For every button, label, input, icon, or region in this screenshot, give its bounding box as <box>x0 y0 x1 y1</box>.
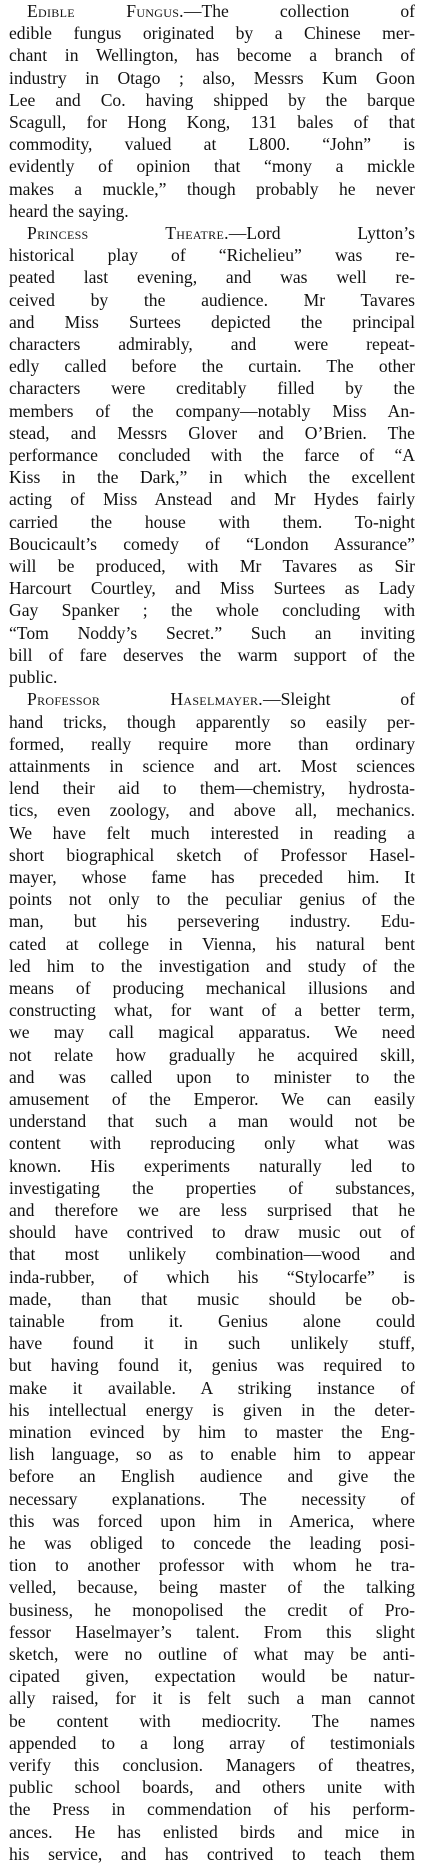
text-line: mayer, whose fame has preceded him. It <box>9 866 415 887</box>
article-edible-fungus <box>9 0 415 222</box>
text-line: make it available. A striking instance of <box>9 1377 415 1398</box>
text-line: understand that such a man would not be <box>9 1111 415 1132</box>
text-line: means of producing mechanical illusions and <box>9 977 415 998</box>
text-line: “Tom Noddy’s Secret.” Such an inviting <box>9 622 415 643</box>
text-line: We have felt much interested in reading a <box>9 822 415 843</box>
text-line: Scagull, for Hong Kong, 131 bales of that <box>9 112 415 133</box>
text-line: made, than that music should be ob- <box>9 1288 415 1309</box>
text-line: performance concluded with the farce of “A <box>9 445 415 466</box>
text-line: lish language, so as to enable him to appear <box>9 1444 415 1465</box>
text-line: and therefore we are less surprised that he <box>9 1199 415 1220</box>
text-line: known. His experiments naturally led to <box>9 1155 415 1176</box>
text-line: and was called upon to minister to the <box>9 1066 415 1087</box>
text-line: carried the house with them. To-night <box>9 511 415 532</box>
text-line: Kiss in the Dark,” in which the excellent <box>9 467 415 488</box>
text-line: lend their aid to them—chemistry, hydrosta- <box>9 778 415 799</box>
text-line: led him to the investigation and study of the <box>9 955 415 976</box>
text-line: amusement of the Emperor. We can easily <box>9 1088 415 1109</box>
text-line: have found it in such unlikely stuff, <box>9 1333 415 1354</box>
text-line: bill of fare deserves the warm support of the <box>9 644 415 665</box>
text-line: man, but his persevering industry. Edu- <box>9 911 415 932</box>
text-line: characters were creditably filled by the <box>9 378 415 399</box>
text-line: Harcourt Courtley, and Miss Surtees as Lady <box>9 578 415 599</box>
article-heading: Princess Theatre. <box>27 223 229 244</box>
article-professor-haselmayer <box>9 688 415 1865</box>
article-first-line <box>9 0 415 22</box>
text-line: tainable from it. Genius alone could <box>9 1310 415 1331</box>
text-line: he was obliged to concede the leading posi- <box>9 1533 415 1554</box>
text-line: —The collection of <box>183 1 415 21</box>
text-line: we may call magical apparatus. We need <box>9 1022 415 1043</box>
text-line: appended to a long array of testimonials <box>9 1732 415 1753</box>
text-line: public. <box>9 667 58 688</box>
text-line: Gay Spanker ; the whole concluding with <box>9 600 415 621</box>
text-line: before an English audience and give the <box>9 1466 415 1487</box>
article-heading: Professor Haselmayer. <box>27 689 264 710</box>
text-line: fessor Haselmayer’s talent. From this slight <box>9 1621 415 1642</box>
article-heading: Edible Fungus. <box>27 1 184 21</box>
text-line: peated last evening, and was well re- <box>9 267 415 288</box>
text-line: constructing what, for want of a better term, <box>9 1000 415 1021</box>
text-line: ally raised, for it is felt such a man cannot <box>9 1688 415 1709</box>
text-line: investigating the properties of substances, <box>9 1177 415 1198</box>
article-first-line <box>9 222 415 244</box>
text-line: characters admirably, and were repeat- <box>9 334 415 355</box>
text-line: heard the saying. <box>9 200 129 221</box>
text-line: chant in Wellington, has become a branch of <box>9 45 415 66</box>
text-line: edible fungus originated by a Chinese mer- <box>9 23 415 44</box>
text-line: edly called before the curtain. The other <box>9 356 415 377</box>
text-line: verify this conclusion. Managers of theatres, <box>9 1755 415 1776</box>
text-line: not relate how gradually he acquired skill, <box>9 1044 415 1065</box>
text-line: Lee and Co. having shipped by the barque <box>9 89 415 110</box>
text-line: cipated given, expectation would be natur- <box>9 1666 415 1687</box>
text-line: members of the company—notably Miss An- <box>9 400 415 421</box>
text-line: —Sleight of <box>263 689 416 710</box>
text-line: industry in Otago ; also, Messrs Kum Goon <box>9 67 415 88</box>
text-line: tics, even zoology, and above all, mechanics. <box>9 800 415 821</box>
text-line: acting of Miss Anstead and Mr Hydes fairly <box>9 489 415 510</box>
text-line: will be produced, with Mr Tavares as Sir <box>9 556 415 577</box>
text-line: makes a muckle,” though probably he never <box>9 178 415 199</box>
article-first-line <box>9 688 415 710</box>
text-line: —Lord Lytton’s <box>228 223 415 244</box>
article-princess-theatre <box>9 222 415 688</box>
text-line: mination evinced by him to master the Eng- <box>9 1422 415 1442</box>
text-line: his service, and has contrived to teach them <box>9 1843 415 1864</box>
text-line: be content with mediocrity. The names <box>9 1710 415 1731</box>
text-line: attainments in science and art. Most sciences <box>9 755 415 776</box>
text-line: cated at college in Vienna, his natural bent <box>9 933 415 954</box>
text-line: public school boards, and others unite with <box>9 1777 415 1798</box>
text-line: and Miss Surtees depicted the principal <box>9 311 415 332</box>
text-line: business, he monopolised the credit of Pro- <box>9 1599 415 1620</box>
text-line: formed, really require more than ordinary <box>9 733 415 754</box>
text-line: stead, and Messrs Glover and O’Brien. The <box>9 422 415 443</box>
text-line: should have contrived to draw music out of <box>9 1222 415 1243</box>
text-line: necessary explanations. The necessity of <box>9 1488 415 1509</box>
text-line: ceived by the audience. Mr Tavares <box>9 289 415 310</box>
text-line: inda-rubber, of which his “Stylocarfe” is <box>9 1266 415 1287</box>
text-line: ances. He has enlisted birds and mice in <box>9 1821 415 1842</box>
text-line: that most unlikely combination—wood and <box>9 1244 415 1265</box>
text-line: short biographical sketch of Professor Hasel- <box>9 844 415 865</box>
text-line: content with reproducing only what was <box>9 1133 415 1154</box>
text-line: points not only to the peculiar genius of the <box>9 889 415 910</box>
text-line: tion to another professor with whom he tra- <box>9 1555 415 1576</box>
text-line: sketch, were no outline of what may be anti- <box>9 1644 415 1665</box>
text-line: historical play of “Richelieu” was re- <box>9 245 415 266</box>
text-line: Boucicault’s comedy of “London Assurance” <box>9 533 415 554</box>
text-line: this was forced upon him in America, where <box>9 1510 415 1531</box>
text-line: evidently of opinion that “mony a mickle <box>9 156 415 177</box>
text-line: his intellectual energy is given in the deter- <box>9 1399 415 1420</box>
text-line: but having found it, genius was required to <box>9 1355 415 1376</box>
text-line: commodity, valued at L800. “John” is <box>9 134 415 155</box>
text-line: velled, because, being master of the talking <box>9 1577 415 1598</box>
text-line: the Press in commendation of his perform- <box>9 1799 415 1820</box>
text-line: hand tricks, though apparently so easily per- <box>9 711 415 732</box>
